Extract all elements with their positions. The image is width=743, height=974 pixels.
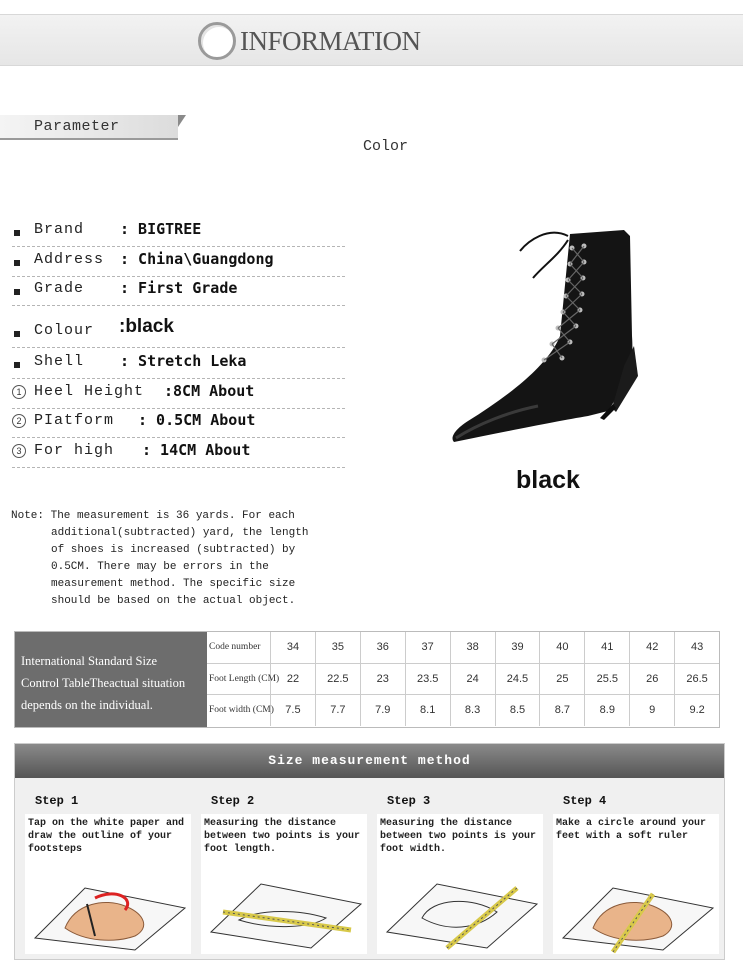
step-description: Measuring the distance between two points is your foot length.: [201, 814, 367, 858]
number-2-icon: 2: [12, 414, 26, 428]
note-line: 0.5CM. There may be errors in the: [51, 561, 269, 573]
size-table-grid: [207, 632, 719, 727]
bullet-icon: [14, 289, 20, 295]
spec-row-heel-height: [12, 381, 345, 409]
table-cell: 37: [406, 632, 451, 663]
foot-outline-icon: [25, 858, 191, 954]
foot-width-icon: [377, 858, 543, 954]
spec-value: : China\Guangdong: [120, 250, 274, 268]
row-label: Foot Length (CM): [207, 664, 271, 695]
step-description: Measuring the distance between two points is your foot width.: [377, 814, 543, 858]
spec-row-platform: [12, 410, 345, 438]
color-heading: Color: [363, 138, 409, 155]
table-cell: 40: [540, 632, 585, 663]
size-table-title-line: International Standard Size: [21, 654, 158, 668]
size-table: [14, 631, 720, 728]
table-cell: 8.1: [406, 695, 451, 726]
parameter-tab: [0, 115, 178, 140]
step-label: Step 1: [35, 794, 79, 808]
table-cell: 42: [630, 632, 675, 663]
bullet-icon: [14, 331, 20, 337]
spec-label: Heel Height: [34, 383, 145, 400]
spec-value: : BIGTREE: [120, 220, 202, 238]
table-cell: 26.5: [686, 672, 708, 685]
table-cell: 9.2: [689, 704, 705, 717]
step-label: Step 4: [563, 794, 607, 808]
table-cell: 8.3: [451, 695, 496, 726]
spec-row-colour: [12, 316, 345, 348]
table-cell: 38: [451, 632, 496, 663]
spec-label: Grade: [34, 280, 85, 297]
table-cell: 39: [496, 632, 541, 663]
table-cell: 8.5: [496, 695, 541, 726]
foot-length-icon: [201, 858, 367, 954]
spec-row-shell: [12, 351, 345, 379]
tab-corner-icon: [178, 115, 186, 127]
note-line: additional(subtracted) yard, the length: [51, 527, 309, 539]
bullet-icon: [14, 260, 20, 266]
bullet-icon: [14, 230, 20, 236]
table-row-foot-length: [207, 664, 719, 696]
table-cell: 7.5: [271, 695, 316, 726]
parameter-tab-label: Parameter: [34, 118, 120, 135]
number-3-icon: 3: [12, 444, 26, 458]
measurement-note: [11, 508, 331, 610]
spec-label: Address: [34, 251, 105, 268]
table-cell: 36: [361, 632, 406, 663]
spec-row-grade: [12, 278, 345, 306]
table-row-foot-width: [207, 695, 719, 727]
table-cell: 24.5: [496, 664, 541, 695]
number-1-icon: 1: [12, 385, 26, 399]
step-description: Tap on the white paper and draw the outline of your footsteps: [25, 814, 191, 858]
table-cell: 7.7: [316, 695, 361, 726]
step-label: Step 2: [211, 794, 255, 808]
table-cell: 9: [630, 695, 675, 726]
table-cell: 43: [690, 641, 704, 653]
table-cell: 25: [540, 664, 585, 695]
table-cell: 24: [451, 664, 496, 695]
step-3: [377, 794, 543, 954]
row-label: Foot width (CM): [207, 695, 271, 726]
spec-label: Brand: [34, 221, 85, 238]
spec-value: :8CM About: [164, 382, 255, 400]
spec-label: Colour: [34, 322, 95, 339]
step-4: [553, 794, 719, 954]
step-2: [201, 794, 367, 954]
method-title: Size measurement method: [268, 753, 471, 768]
size-table-title-line: depends on the individual.: [21, 698, 153, 712]
color-caption: black: [516, 466, 580, 494]
row-label: Code number: [207, 632, 271, 663]
method-title-bar: [15, 744, 724, 778]
spec-row-for-high: [12, 440, 345, 468]
spec-label: For high: [34, 442, 115, 459]
note-line: of shoes is increased (subtracted) by: [51, 544, 296, 556]
table-cell: 35: [316, 632, 361, 663]
table-cell: 25.5: [585, 664, 630, 695]
size-table-title-line: Control TableTheactual situation: [21, 676, 186, 690]
spec-label: Shell: [34, 353, 85, 370]
table-row-code-number: [207, 632, 719, 664]
table-cell: 22: [271, 664, 316, 695]
spec-value: : First Grade: [120, 279, 238, 297]
step-label: Step 3: [387, 794, 431, 808]
spec-value: : Stretch Leka: [120, 352, 247, 370]
table-cell: 41: [585, 632, 630, 663]
spec-value: : 14CM About: [142, 441, 251, 459]
table-cell: 22.5: [316, 664, 361, 695]
bullet-icon: [14, 362, 20, 368]
table-cell: 8.9: [585, 695, 630, 726]
step-description: Make a circle around your feet with a soft ruler: [553, 814, 719, 858]
table-cell: 23.5: [406, 664, 451, 695]
spec-row-address: [12, 249, 345, 277]
table-cell: 23: [361, 664, 406, 695]
table-cell: 8.7: [540, 695, 585, 726]
table-cell: 34: [271, 632, 316, 663]
spec-value: : 0.5CM About: [138, 411, 256, 429]
note-line: measurement method. The specific size: [51, 578, 296, 590]
soft-ruler-icon: [553, 858, 719, 954]
size-table-title-cell: [15, 632, 207, 727]
note-line: Note: The measurement is 36 yards. For each: [11, 510, 295, 522]
spec-label: PIatform: [34, 412, 115, 429]
information-banner: [0, 14, 743, 66]
circle-icon: [198, 22, 236, 60]
table-cell: 7.9: [361, 695, 406, 726]
banner-title: INFORMATION: [240, 26, 421, 56]
step-1: [25, 794, 191, 954]
spec-row-brand: [12, 219, 345, 247]
spec-value: :black: [119, 316, 174, 337]
note-line: should be based on the actual object.: [51, 595, 296, 607]
table-cell: 26: [630, 664, 675, 695]
boot-image: [448, 216, 648, 456]
size-measurement-method: [14, 743, 725, 960]
